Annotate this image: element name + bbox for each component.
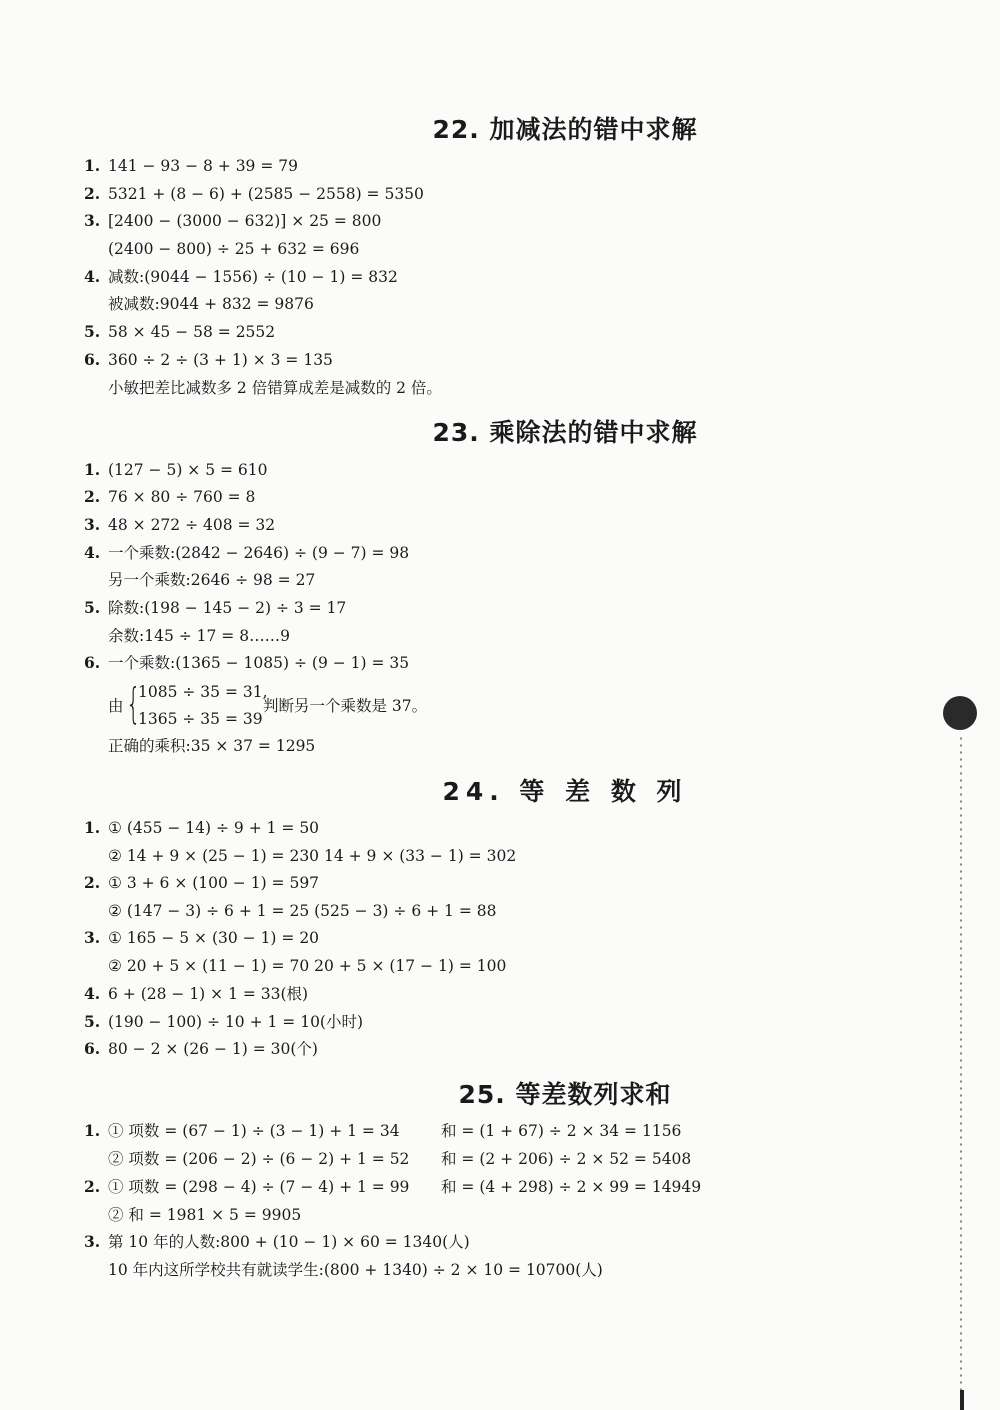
perforation-dots bbox=[958, 735, 964, 1410]
equation-line: ② 和 = 1981 × 5 = 9905 bbox=[108, 1206, 302, 1224]
equation-line: 一个乘数:(1365 − 1085) ÷ (9 − 1) = 35 bbox=[108, 654, 410, 672]
section-title-23: 23. 乘除法的错中求解 bbox=[432, 418, 698, 447]
equation-line: ① (455 − 14) ÷ 9 + 1 = 50 bbox=[108, 819, 320, 837]
item-number: 4. bbox=[84, 267, 101, 286]
equation-line: ② 项数 = (206 − 2) ÷ (6 − 2) + 1 = 52 bbox=[108, 1150, 410, 1168]
item-number: 2. bbox=[84, 184, 101, 203]
edge-mark bbox=[960, 1390, 964, 1410]
equation-line: 减数:(9044 − 1556) ÷ (10 − 1) = 832 bbox=[108, 268, 398, 286]
item-number: 6. bbox=[84, 350, 101, 369]
item-number: 5. bbox=[84, 1012, 101, 1031]
equation-line: ② 14 + 9 × (25 − 1) = 230 14 + 9 × (33 − 1) = 302 bbox=[108, 847, 517, 865]
equation-line: 58 × 45 − 58 = 2552 bbox=[108, 323, 276, 341]
equation-line: 第 10 年的人数:800 + (10 − 1) × 60 = 1340(人) bbox=[108, 1233, 470, 1251]
item-number: 3. bbox=[84, 928, 101, 947]
equation-line: (190 − 100) ÷ 10 + 1 = 10(小时) bbox=[108, 1013, 364, 1031]
item-number: 6. bbox=[84, 653, 101, 672]
item-number: 5. bbox=[84, 598, 101, 617]
equation-line-right: 和 = (1 + 67) ÷ 2 × 34 = 1156 bbox=[441, 1122, 682, 1140]
equation-line: 76 × 80 ÷ 760 = 8 bbox=[108, 488, 256, 506]
equation-line: 6 + (28 − 1) × 1 = 33(根) bbox=[108, 985, 309, 1003]
equation-line: 被减数:9044 + 832 = 9876 bbox=[108, 295, 314, 313]
brace-bottom-equation: 1365 ÷ 35 = 39 bbox=[138, 710, 263, 728]
equation-line: ① 项数 = (67 − 1) ÷ (3 − 1) + 1 = 34 bbox=[108, 1122, 400, 1140]
equation-line: 余数:145 ÷ 17 = 8……9 bbox=[108, 627, 290, 645]
equation-line: 一个乘数:(2842 − 2646) ÷ (9 − 7) = 98 bbox=[108, 544, 410, 562]
left-brace-icon: { bbox=[126, 679, 141, 728]
equation-line: ① 项数 = (298 − 4) ÷ (7 − 4) + 1 = 99 bbox=[108, 1178, 410, 1196]
item-number: 3. bbox=[84, 515, 101, 534]
item-number: 6. bbox=[84, 1039, 101, 1058]
equation-line: 141 − 93 − 8 + 39 = 79 bbox=[108, 157, 298, 175]
section-title-25: 25. 等差数列求和 bbox=[458, 1080, 672, 1109]
item-number: 2. bbox=[84, 873, 101, 892]
item-number: 1. bbox=[84, 460, 101, 479]
equation-line: [2400 − (3000 − 632)] × 25 = 800 bbox=[108, 212, 382, 230]
brace-lead-text: 由 bbox=[108, 697, 124, 715]
equation-line: (127 − 5) × 5 = 610 bbox=[108, 461, 268, 479]
equation-line: ② 20 + 5 × (11 − 1) = 70 20 + 5 × (17 − 1) = 100 bbox=[108, 957, 507, 975]
equation-line: 360 ÷ 2 ÷ (3 + 1) × 3 = 135 bbox=[108, 351, 333, 369]
equation-line: ② (147 − 3) ÷ 6 + 1 = 25 (525 − 3) ÷ 6 + 1 = 88 bbox=[108, 902, 497, 920]
section-title-24: 24. 等 差 数 列 bbox=[442, 777, 688, 806]
item-number: 1. bbox=[84, 1121, 101, 1140]
equation-line: 48 × 272 ÷ 408 = 32 bbox=[108, 516, 276, 534]
explanation-line: 小敏把差比减数多 2 倍错算成差是减数的 2 倍。 bbox=[108, 379, 442, 397]
equation-line: 5321 + (8 − 6) + (2585 − 2558) = 5350 bbox=[108, 185, 424, 203]
equation-line: 另一个乘数:2646 ÷ 98 = 27 bbox=[108, 571, 316, 589]
equation-line-right: 和 = (4 + 298) ÷ 2 × 99 = 14949 bbox=[441, 1178, 702, 1196]
binding-hole-mark bbox=[943, 696, 977, 730]
equation-line: 除数:(198 − 145 − 2) ÷ 3 = 17 bbox=[108, 599, 347, 617]
item-number: 5. bbox=[84, 322, 101, 341]
item-number: 1. bbox=[84, 156, 101, 175]
equation-line: 80 − 2 × (26 − 1) = 30(个) bbox=[108, 1040, 318, 1058]
equation-line-right: 和 = (2 + 206) ÷ 2 × 52 = 5408 bbox=[441, 1150, 692, 1168]
brace-conclusion: 判断另一个乘数是 37。 bbox=[263, 697, 428, 715]
section-title-22: 22. 加减法的错中求解 bbox=[432, 115, 698, 144]
equation-line: (2400 − 800) ÷ 25 + 632 = 696 bbox=[108, 240, 360, 258]
item-number: 3. bbox=[84, 1232, 101, 1251]
equation-line: ① 165 − 5 × (30 − 1) = 20 bbox=[108, 929, 320, 947]
equation-line: 正确的乘积:35 × 37 = 1295 bbox=[108, 737, 316, 755]
brace-top-equation: 1085 ÷ 35 = 31, bbox=[138, 683, 268, 701]
equation-line: ① 3 + 6 × (100 − 1) = 597 bbox=[108, 874, 320, 892]
equation-line: 10 年内这所学校共有就读学生:(800 + 1340) ÷ 2 × 10 = 10700(人) bbox=[108, 1261, 603, 1279]
item-number: 2. bbox=[84, 487, 101, 506]
item-number: 3. bbox=[84, 211, 101, 230]
item-number: 2. bbox=[84, 1177, 101, 1196]
item-number: 4. bbox=[84, 984, 101, 1003]
item-number: 4. bbox=[84, 543, 101, 562]
item-number: 1. bbox=[84, 818, 101, 837]
